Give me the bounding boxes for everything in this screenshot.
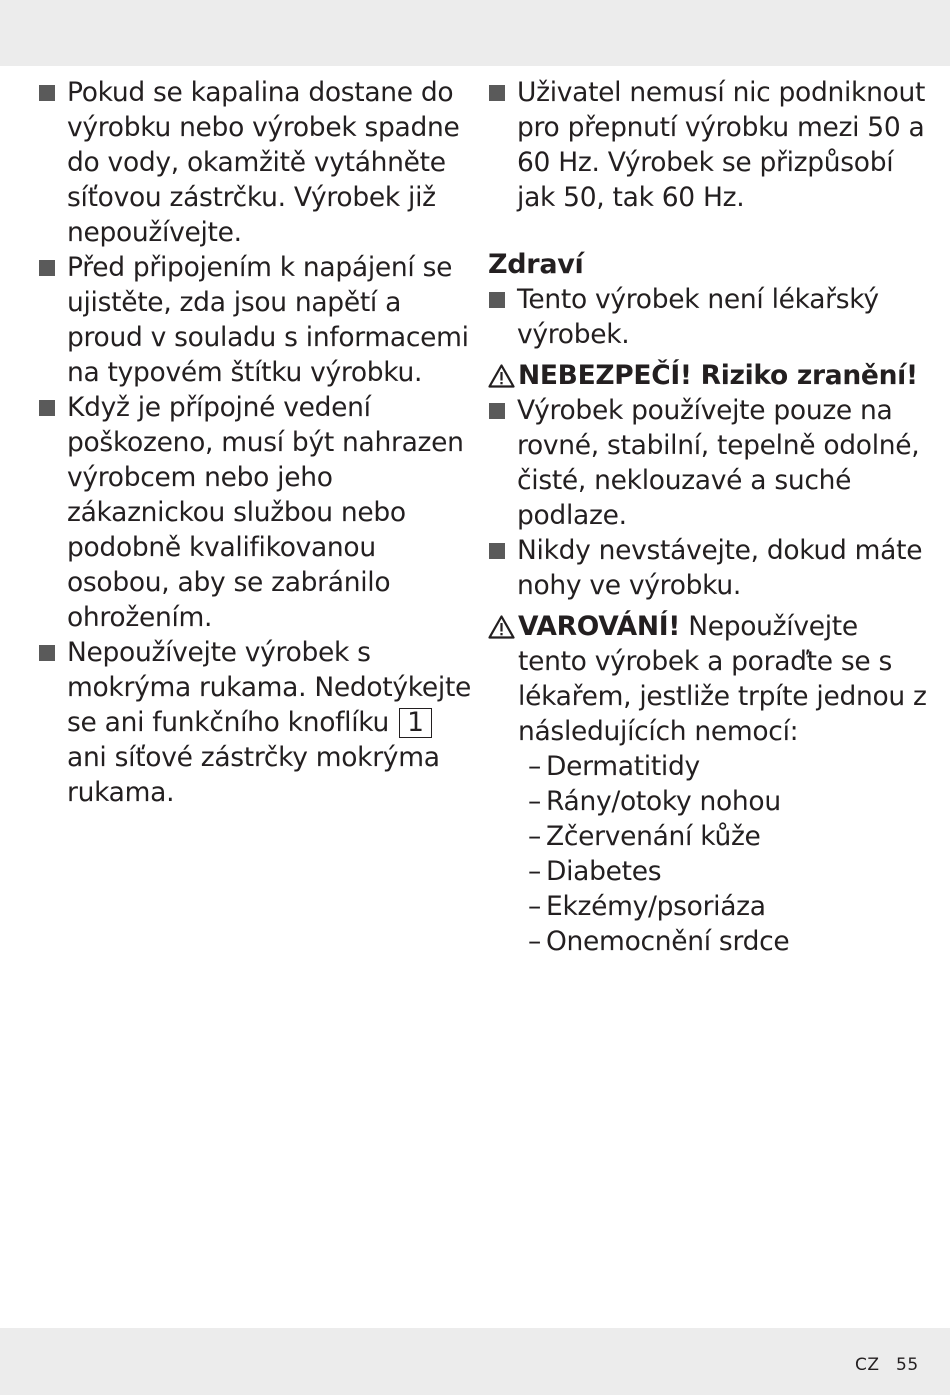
danger-heading-text: NEBEZPEČÍ! Riziko zranění! — [518, 360, 918, 391]
condition-text: Ekzémy/psoriáza — [546, 891, 766, 922]
bullet-text: Nikdy nevstávejte, dokud máte nohy ve výrobku. — [517, 535, 923, 601]
list-item — [528, 854, 928, 889]
square-bullet-icon — [39, 85, 55, 101]
page-footer-band — [0, 1328, 950, 1395]
condition-text: Onemocnění srdce — [546, 926, 790, 957]
left-column — [38, 75, 473, 810]
bullet-text: Pokud se kapalina dostane do výrobku nebo výrobek spadne do vody, okamžitě vytáhněte síťovou zástrčku. Výrobek již nepoužívejte. — [67, 77, 460, 248]
square-bullet-icon — [39, 400, 55, 416]
dash-marker: – — [528, 751, 541, 782]
bullet-text: Když je přípojné vedení poškozeno, musí být nahrazen výrobcem nebo jeho zákaznickou službou nebo podobně kvalifikovanou osobou, aby se zabránilo ohrožením. — [67, 392, 464, 633]
section-heading-health: Zdraví — [488, 249, 584, 280]
square-bullet-icon — [489, 543, 505, 559]
list-item — [38, 390, 473, 635]
bullet-text: ani síťové zástrčky mokrýma rukama. — [67, 742, 440, 808]
condition-text: Rány/otoky nohou — [546, 786, 781, 817]
list-item — [488, 282, 928, 352]
page-number: 55 — [896, 1355, 919, 1375]
part-reference-number: 1 — [399, 708, 432, 738]
list-item — [488, 393, 928, 533]
list-item — [528, 784, 928, 819]
list-item — [528, 889, 928, 924]
warning-triangle-icon — [488, 615, 515, 639]
bullet-text: Uživatel nemusí nic podniknout pro přepnutí výrobku mezi 50 a 60 Hz. Výrobek se přizpůsobí jak 50, tak 60 Hz. — [517, 77, 926, 213]
list-item — [488, 75, 928, 215]
list-item — [528, 749, 928, 784]
list-item — [38, 635, 473, 810]
warning-label: VAROVÁNÍ! — [518, 611, 681, 642]
square-bullet-icon — [489, 292, 505, 308]
bullet-text: Tento výrobek není lékařský výrobek. — [517, 284, 879, 350]
list-item — [488, 533, 928, 603]
dash-marker: – — [528, 821, 541, 852]
square-bullet-icon — [489, 85, 505, 101]
right-column — [488, 75, 928, 959]
dash-marker: – — [528, 786, 541, 817]
list-item — [528, 819, 928, 854]
warning-text: Nepoužívejte tento výrobek a poraďte se s lékařem, jestliže trpíte jednou z následujících nemocí: — [518, 611, 927, 747]
danger-heading — [488, 358, 928, 393]
list-item — [528, 924, 928, 959]
square-bullet-icon — [39, 645, 55, 661]
conditions-list — [488, 749, 928, 959]
bullet-text: Nepoužívejte výrobek s mokrýma rukama. Nedotýkejte se ani funkčního knoflíku — [67, 637, 472, 738]
bullet-text: Výrobek používejte pouze na rovné, stabilní, tepelně odolné, čisté, neklouzavé a suché podlaze. — [517, 395, 920, 531]
list-item — [38, 75, 473, 250]
page-header-band — [0, 0, 950, 66]
bullet-text: Před připojením k napájení se ujistěte, zda jsou napětí a proud v souladu s informacemi na typovém štítku výrobku. — [67, 252, 469, 388]
square-bullet-icon — [39, 260, 55, 276]
footer-language-code: CZ — [855, 1355, 880, 1375]
condition-text: Dermatitidy — [546, 751, 700, 782]
condition-text: Zčervenání kůže — [546, 821, 761, 852]
list-item — [38, 250, 473, 390]
condition-text: Diabetes — [546, 856, 662, 887]
warning-triangle-icon — [488, 364, 515, 388]
square-bullet-icon — [489, 403, 505, 419]
warning-notice — [488, 609, 928, 749]
dash-marker: – — [528, 856, 541, 887]
dash-marker: – — [528, 926, 541, 957]
dash-marker: – — [528, 891, 541, 922]
